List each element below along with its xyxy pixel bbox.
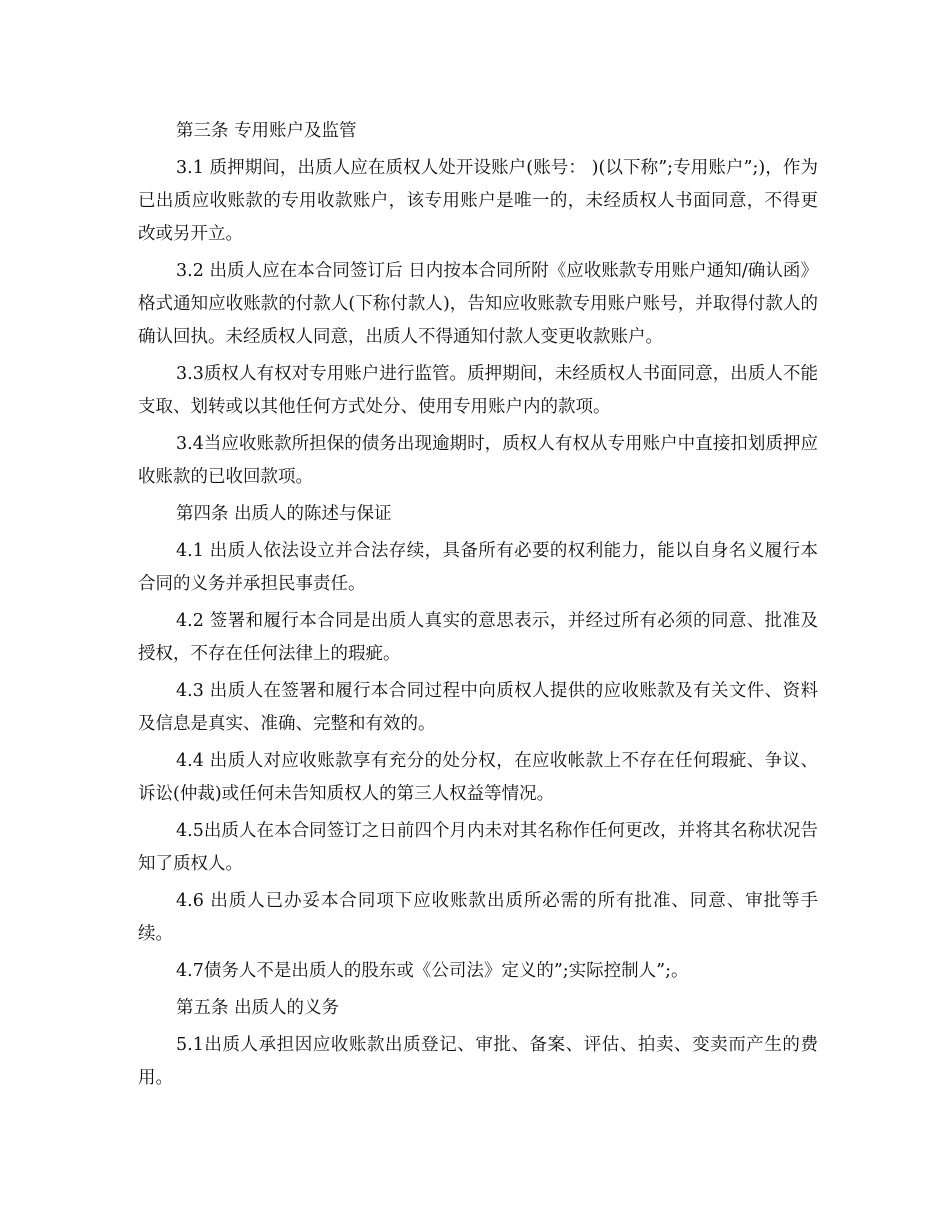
article-heading: 第五条 出质人的义务 (176, 998, 340, 1018)
clause-paragraph: 4.1 出质人依法设立并合法存续，具备所有必要的权利能力，能以自身名义履行本合同的义务并承担民事责任。 (138, 541, 818, 594)
clause-paragraph: 4.2 签署和履行本合同是出质人真实的意思表示，并经过所有必须的同意、批准及授权，不存在任何法律上的瑕疵。 (138, 611, 818, 664)
article-heading: 第三条 专用账户及监管 (176, 121, 357, 141)
clause-paragraph: 3.1 质押期间，出质人应在质权人处开设账户(账号： )(以下称”;专用账户”;)，作为已出质应收账款的专用收款账户，该专用账户是唯一的，未经质权人书面同意，不得更改或另开立。 (138, 158, 818, 244)
article-heading: 第四条 出质人的陈述与保证 (176, 504, 392, 524)
clause-paragraph: 4.6 出质人已办妥本合同项下应收账款出质所必需的所有批准、同意、审批等手续。 (138, 891, 818, 944)
clause-paragraph: 3.2 出质人应在本合同签订后 日内按本合同所附《应收账款专用账户通知/确认函》格式通知应收账款的付款人(下称付款人)，告知应收账款专用账户账号，并取得付款人的确认回执。未经质权人同意，出质人不得通知付款人变更收款账户。 (138, 261, 818, 347)
clause-paragraph: 5.1出质人承担因应收账款出质登记、审批、备案、评估、拍卖、变卖而产生的费用。 (138, 1035, 818, 1088)
clause-paragraph: 4.4 出质人对应收账款享有充分的处分权，在应收帐款上不存在任何瑕疵、争议、诉讼(仲裁)或任何未告知质权人的第三人权益等情况。 (138, 751, 818, 804)
document-body (138, 115, 818, 1099)
clause-paragraph: 3.3质权人有权对专用账户进行监管。质押期间，未经质权人书面同意，出质人不能支取、划转或以其他任何方式处分、使用专用账户内的款项。 (138, 364, 818, 417)
clause-paragraph: 3.4当应收账款所担保的债务出现逾期时，质权人有权从专用账户中直接扣划质押应收账款的已收回款项。 (138, 434, 818, 487)
clause-paragraph: 4.3 出质人在签署和履行本合同过程中向质权人提供的应收账款及有关文件、资料及信息是真实、准确、完整和有效的。 (138, 681, 818, 734)
clause-paragraph: 4.5出质人在本合同签订之日前四个月内未对其名称作任何更改，并将其名称状况告知了质权人。 (138, 821, 818, 874)
clause-paragraph: 4.7债务人不是出质人的股东或《公司法》定义的”;实际控制人”;。 (176, 961, 689, 981)
